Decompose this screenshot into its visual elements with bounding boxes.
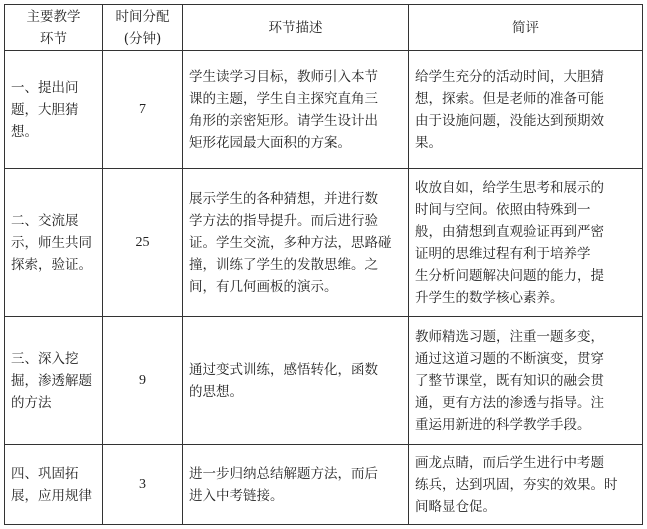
minutes-cell: 3: [103, 445, 183, 525]
header-description: 环节描述: [183, 5, 409, 51]
header-minutes: 时间分配 (分钟): [103, 5, 183, 51]
stage-cell: 二、交流展 示，师生共同 探索，验证。: [5, 169, 103, 317]
comment-cell: 收放自如，给学生思考和展示的 时间与空间。依照由特殊到一 般，由猜想到直观验证再到严密 证明的思维过程有利于培养学 生分析问题解决问题的能力，提 升学生的数学核心素养。: [409, 169, 643, 317]
stage-cell: 一、提出问 题，大胆猜 想。: [5, 51, 103, 169]
minutes-cell: 25: [103, 169, 183, 317]
stage-cell: 三、深入挖 掘，渗透解题 的方法: [5, 317, 103, 445]
table-row: [5, 51, 643, 169]
minutes-cell: 9: [103, 317, 183, 445]
table-row: [5, 445, 643, 525]
lesson-evaluation-table: [4, 4, 643, 525]
table-row: [5, 317, 643, 445]
description-cell: 通过变式训练，感悟转化，函数 的思想。: [183, 317, 409, 445]
header-stage: 主要教学 环节: [5, 5, 103, 51]
comment-cell: 给学生充分的活动时间，大胆猜 想，探索。但是老师的准备可能 由于设施问题，没能达到预期效 果。: [409, 51, 643, 169]
comment-cell: 教师精选习题，注重一题多变， 通过这道习题的不断演变，贯穿 了整节课堂，既有知识的融会贯 通，更有方法的渗透与指导。注 重运用新进的科学教学手段。: [409, 317, 643, 445]
description-cell: 展示学生的各种猜想，并进行数 学方法的指导提升。而后进行验 证。学生交流，多种方法，思路碰 撞，训练了学生的发散思维。之 间，有几何画板的演示。: [183, 169, 409, 317]
table-row: [5, 169, 643, 317]
stage-cell: 四、巩固拓 展，应用规律: [5, 445, 103, 525]
header-comment: 简评: [409, 5, 643, 51]
header-row: [5, 5, 643, 51]
comment-cell: 画龙点睛，而后学生进行中考题 练兵，达到巩固，夯实的效果。时 间略显仓促。: [409, 445, 643, 525]
description-cell: 进一步归纳总结解题方法，而后 进入中考链接。: [183, 445, 409, 525]
minutes-cell: 7: [103, 51, 183, 169]
description-cell: 学生读学习目标，教师引入本节 课的主题，学生自主探究直角三 角形的亲密矩形。请学生设计出 矩形花园最大面积的方案。: [183, 51, 409, 169]
